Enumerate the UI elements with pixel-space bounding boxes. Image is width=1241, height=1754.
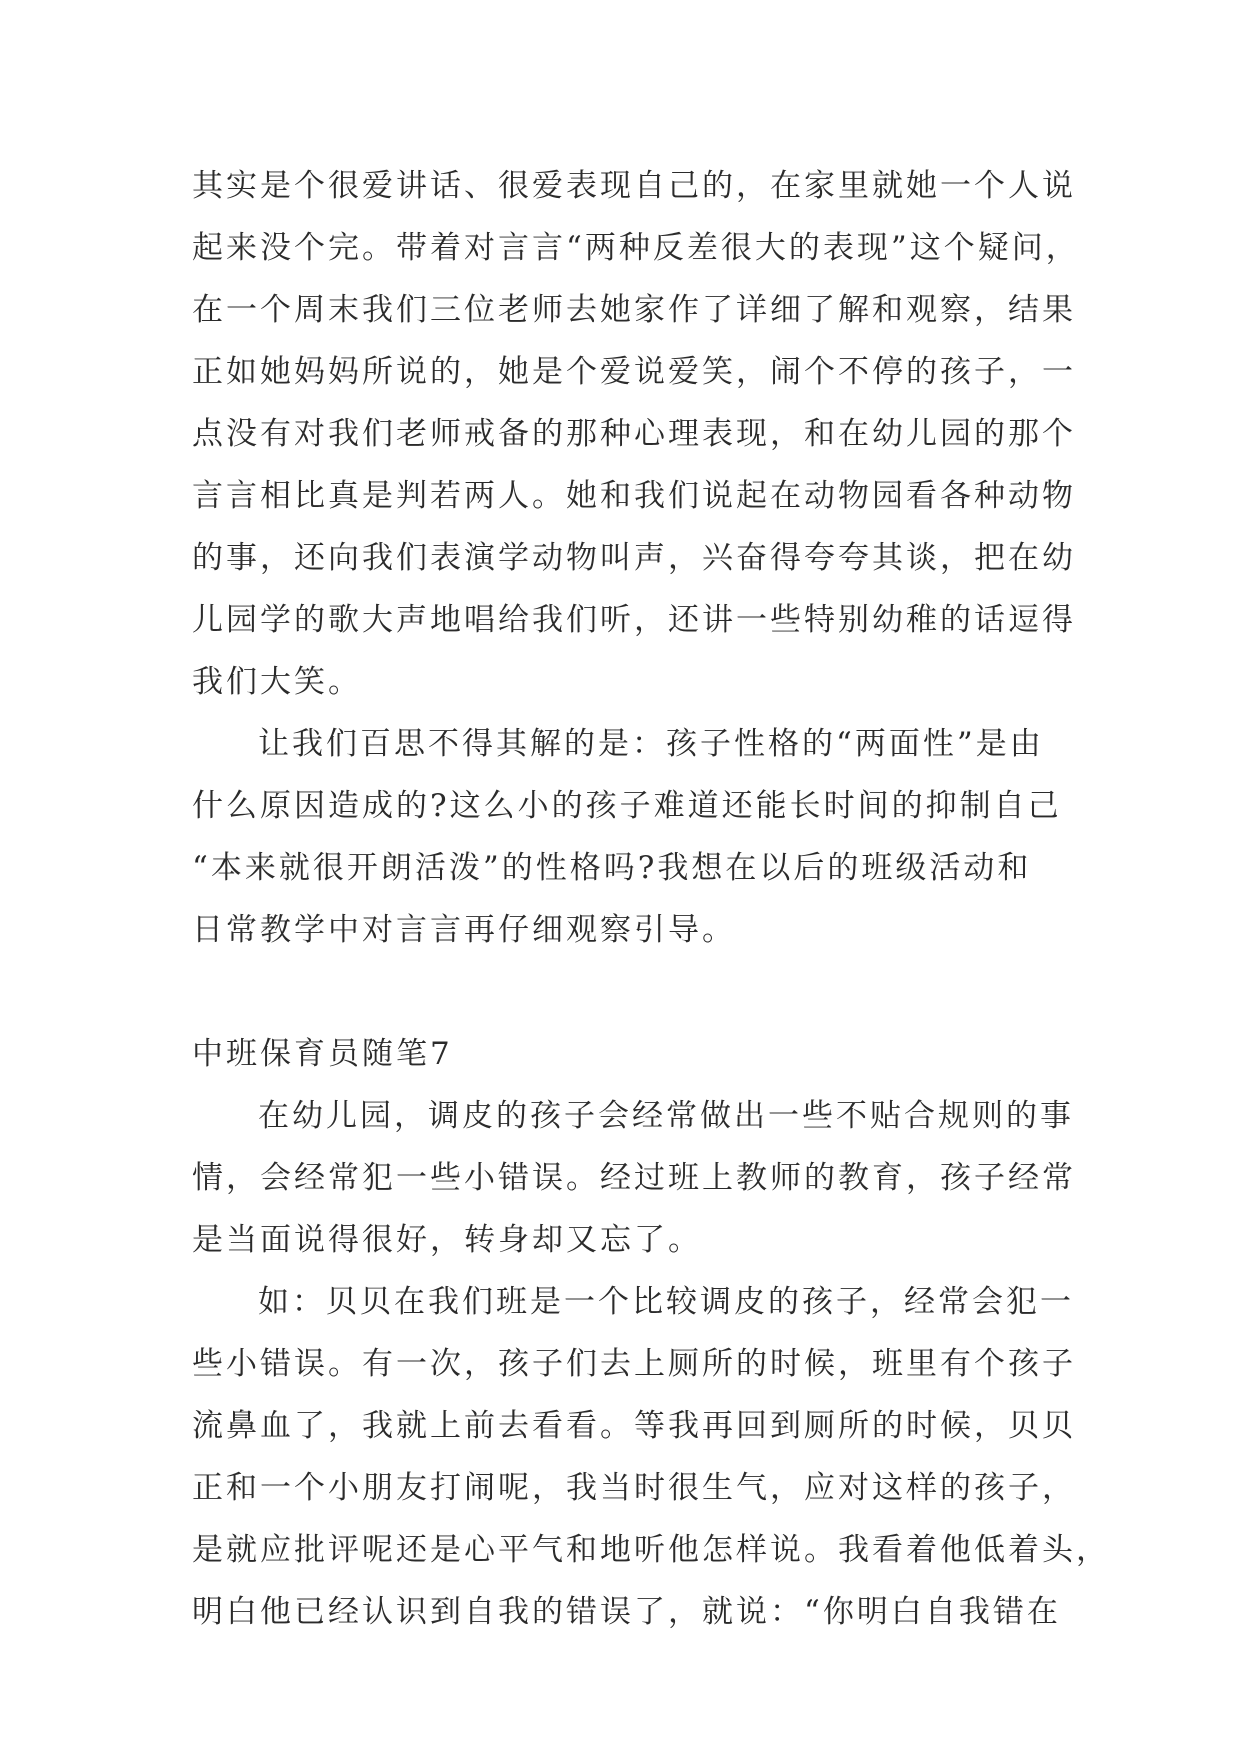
- paragraph-question: [192, 713, 1062, 961]
- text-line: 起来没个完。带着对言言“两种反差很大的表现”这个疑问，: [192, 230, 1080, 266]
- document-body: [192, 155, 1110, 1643]
- text-line: 正和一个小朋友打闹呢，我当时很生气，应对这样的孩子，: [192, 1470, 1076, 1506]
- text-line: 言言相比真是判若两人。她和我们说起在动物园看各种动物: [192, 478, 1076, 514]
- section-title: 中班保育员随笔7: [192, 1036, 453, 1072]
- paragraph-gap: [192, 961, 1050, 1023]
- text-line: “本来就很开朗活泼”的性格吗?我想在以后的班级活动和: [192, 850, 1032, 886]
- text-line: 正如她妈妈所说的，她是个爱说爱笑，闹个不停的孩子，一: [192, 354, 1076, 390]
- text-line: 其实是个很爱讲话、很爱表现自己的，在家里就她一个人说: [192, 168, 1076, 204]
- paragraph-example: [192, 1271, 1110, 1643]
- text-line: 在幼儿园，调皮的孩子会经常做出一些不贴合规则的事: [258, 1098, 1074, 1134]
- paragraph-intro: [192, 1085, 1076, 1271]
- text-line: 情，会经常犯一些小错误。经过班上教师的教育，孩子经常: [192, 1160, 1076, 1196]
- text-line: 让我们百思不得其解的是：孩子性格的“两面性”是由: [258, 726, 1044, 762]
- text-line: 什么原因造成的?这么小的孩子难道还能长时间的抑制自己: [192, 788, 1062, 824]
- text-line: 是就应批评呢还是心平气和地听他怎样说。我看着他低着头，: [192, 1532, 1110, 1568]
- text-line: 些小错误。有一次，孩子们去上厕所的时候，班里有个孩子: [192, 1346, 1076, 1382]
- text-line: 在一个周末我们三位老师去她家作了详细了解和观察，结果: [192, 292, 1076, 328]
- text-line: 是当面说得很好，转身却又忘了。: [192, 1222, 702, 1258]
- text-line: 点没有对我们老师戒备的那种心理表现，和在幼儿园的那个: [192, 416, 1076, 452]
- text-line: 的事，还向我们表演学动物叫声，兴奋得夸夸其谈，把在幼: [192, 540, 1076, 576]
- text-line: 儿园学的歌大声地唱给我们听，还讲一些特别幼稚的话逗得: [192, 602, 1076, 638]
- text-line: 明白他已经认识到自我的错误了，就说：“你明白自我错在: [192, 1594, 1061, 1630]
- text-line: 如：贝贝在我们班是一个比较调皮的孩子，经常会犯一: [258, 1284, 1074, 1320]
- text-line: 日常教学中对言言再仔细观察引导。: [192, 912, 736, 948]
- paragraph-continued: [192, 155, 1080, 713]
- text-line: 流鼻血了，我就上前去看看。等我再回到厕所的时候，贝贝: [192, 1408, 1076, 1444]
- text-line: 我们大笑。: [192, 664, 362, 700]
